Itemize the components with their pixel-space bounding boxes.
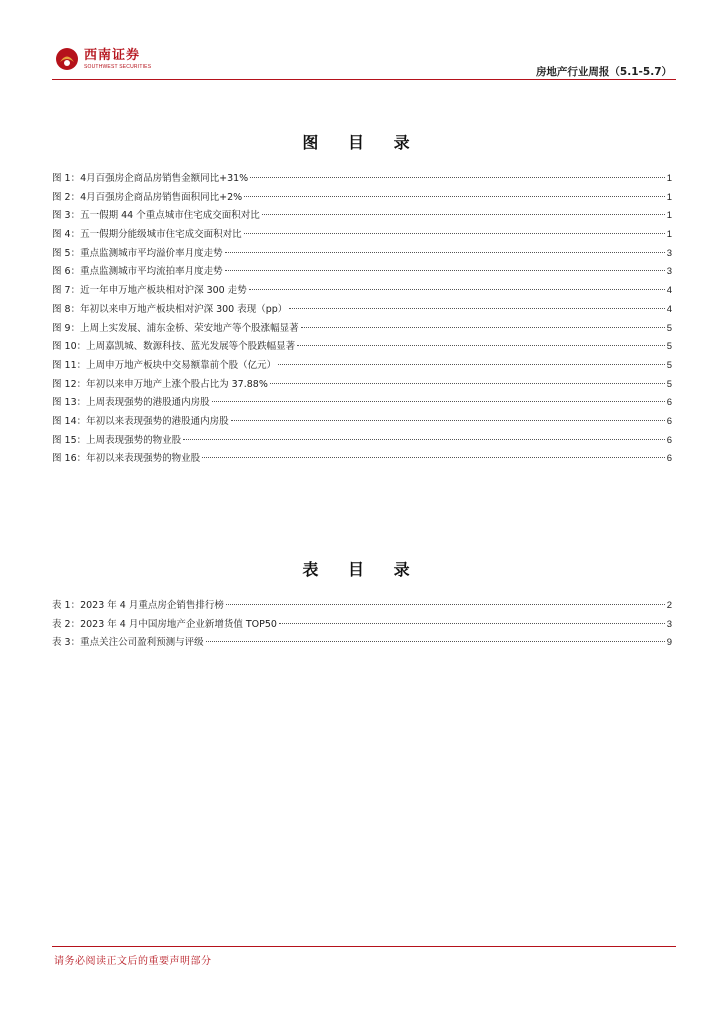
toc-entry-label: 图 1：4月百强房企商品房销售金额同比+31% (52, 173, 249, 184)
toc-page-number: 1 (666, 191, 672, 203)
toc-leader (183, 439, 665, 440)
toc-page-number: 2 (666, 600, 672, 611)
toc-entry-label: 图 8：年初以来申万地产板块相对沪深 300 表现（pp） (52, 303, 288, 315)
toc-entry-label: 图 5：重点监测城市平均溢价率月度走势 (52, 247, 223, 259)
toc-entry-figure[interactable] (52, 263, 672, 282)
toc-page-number: 6 (666, 434, 672, 446)
toc-entry-label: 图 13：上周表现强势的港股通内房股 (52, 397, 210, 409)
toc-entry-table[interactable] (52, 597, 672, 616)
toc-entry-label: 图 14：年初以来表现强势的港股通内房股 (52, 415, 229, 427)
toc-page-number: 1 (666, 229, 672, 241)
toc-entry-figure[interactable] (52, 450, 672, 469)
toc-leader (231, 420, 665, 421)
toc-leader (225, 270, 665, 271)
toc-leader (206, 641, 665, 642)
toc-page-number: 6 (666, 453, 672, 465)
toc-entry-label: 图 11：上周申万地产板块中交易额靠前个股（亿元） (52, 359, 277, 371)
toc-entry-label: 表 1：2023 年 4 月重点房企销售排行榜 (52, 600, 224, 611)
logo-en-text: SOUTHWEST SECURITIES (84, 63, 152, 70)
toc-leader (250, 177, 665, 178)
report-title: 房地产行业周报（5.1-5.7） (535, 66, 672, 78)
toc-page-number: 1 (666, 173, 672, 184)
footer-divider (52, 946, 676, 947)
toc-entry-label: 图 2：4月百强房企商品房销售面积同比+2% (52, 191, 243, 203)
toc-entry-label: 图 3：五一假期 44 个重点城市住宅成交面积对比 (52, 210, 260, 222)
toc-entry-figure[interactable] (52, 432, 672, 451)
toc-entry-figure[interactable] (52, 320, 672, 339)
toc-page-number: 5 (666, 359, 672, 371)
toc-page-number: 5 (666, 322, 672, 334)
logo-emblem-icon (55, 47, 79, 71)
toc-leader (244, 196, 665, 197)
toc-entry-table[interactable] (52, 616, 672, 635)
toc-entry-label: 图 7：近一年申万地产板块相对沪深 300 走势 (52, 285, 247, 297)
toc-page-number: 9 (666, 637, 672, 649)
toc-leader (297, 345, 665, 346)
toc-page-number: 6 (666, 397, 672, 409)
toc-entry-label: 图 16：年初以来表现强势的物业股 (52, 453, 201, 465)
toc-entry-figure[interactable] (52, 338, 672, 357)
toc-entry-figure[interactable] (52, 189, 672, 208)
toc-entry-table[interactable] (52, 634, 672, 653)
toc-entry-figure[interactable] (52, 394, 672, 413)
toc-page-number: 5 (666, 341, 672, 353)
toc-entry-label: 图 10：上周嘉凯城、数源科技、蓝光发展等个股跌幅显著 (52, 341, 296, 353)
toc-page-number: 3 (666, 618, 672, 630)
tables-heading: 表 目 录 (302, 560, 422, 579)
toc-entry-figure[interactable] (52, 226, 672, 245)
toc-entry-figure[interactable] (52, 357, 672, 376)
toc-leader (212, 401, 665, 402)
toc-leader (244, 233, 665, 234)
toc-entry-figure[interactable] (52, 282, 672, 301)
figures-toc (52, 170, 672, 469)
toc-leader (279, 623, 665, 624)
footer-disclaimer: 请务必阅读正文后的重要声明部分 (54, 956, 212, 967)
toc-leader (225, 252, 665, 253)
toc-leader (289, 308, 664, 309)
toc-entry-label: 表 3：重点关注公司盈利预测与评级 (52, 637, 204, 649)
toc-entry-figure[interactable] (52, 301, 672, 320)
toc-leader (270, 383, 665, 384)
toc-entry-label: 表 2：2023 年 4 月中国房地产企业新增货值 TOP50 (52, 618, 277, 630)
tables-toc (52, 597, 672, 653)
logo-cn-text: 西南证券 (84, 47, 141, 63)
toc-leader (226, 604, 665, 605)
toc-leader (202, 457, 665, 458)
toc-entry-label: 图 15：上周表现强势的物业股 (52, 434, 182, 446)
figures-heading: 图 目 录 (302, 133, 422, 152)
toc-leader (278, 364, 665, 365)
toc-entry-label: 图 4：五一假期分能级城市住宅成交面积对比 (52, 229, 242, 241)
toc-page-number: 1 (666, 210, 672, 222)
toc-page-number: 6 (666, 415, 672, 427)
toc-entry-figure[interactable] (52, 413, 672, 432)
toc-entry-label: 图 12：年初以来申万地产上涨个股占比为 37.88% (52, 378, 268, 390)
toc-page-number: 5 (666, 378, 672, 390)
toc-entry-figure[interactable] (52, 245, 672, 264)
toc-entry-figure[interactable] (52, 376, 672, 395)
toc-page-number: 3 (666, 247, 672, 259)
toc-page-number: 3 (666, 266, 672, 278)
toc-leader (249, 289, 665, 290)
toc-page-number: 4 (666, 303, 672, 315)
toc-entry-figure[interactable] (52, 170, 672, 189)
company-logo (55, 44, 151, 74)
toc-entry-label: 图 9：上周上实发展、浦东金桥、荣安地产等个股涨幅显著 (52, 322, 299, 334)
header-divider (52, 79, 676, 80)
toc-entry-figure[interactable] (52, 207, 672, 226)
toc-page-number: 4 (666, 285, 672, 297)
toc-leader (262, 214, 665, 215)
toc-leader (301, 327, 665, 328)
toc-entry-label: 图 6：重点监测城市平均流拍率月度走势 (52, 266, 223, 278)
